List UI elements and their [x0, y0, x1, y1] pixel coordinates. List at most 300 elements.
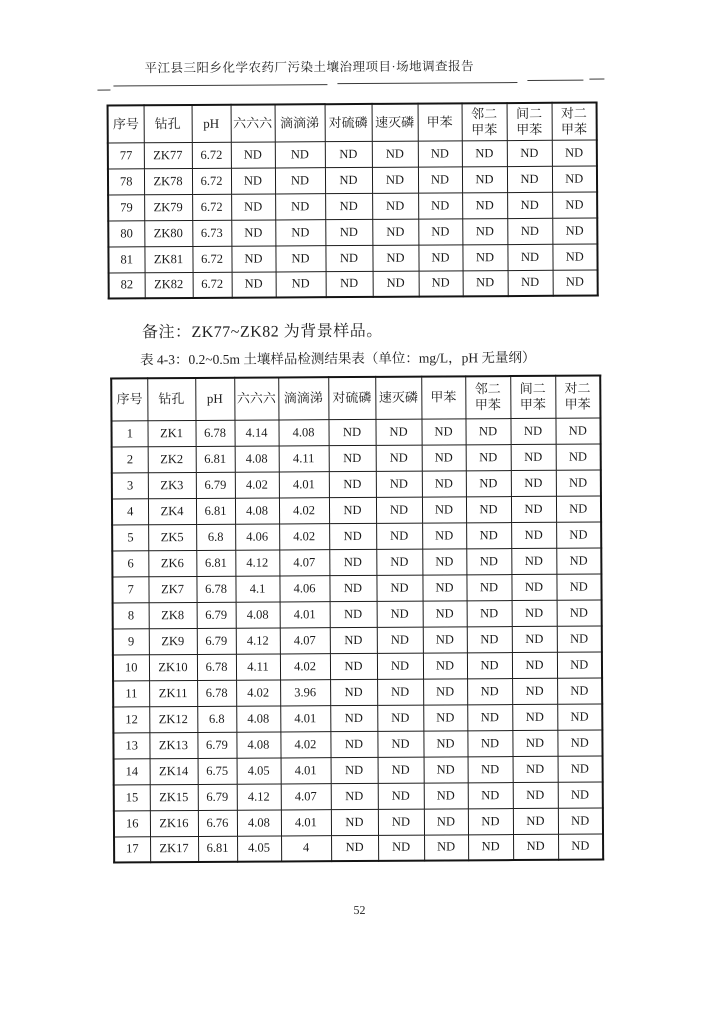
- table-cell: ND: [418, 218, 462, 244]
- table-cell: 8: [113, 602, 149, 628]
- table-cell: ND: [423, 626, 467, 652]
- table-cell: 4.12: [235, 549, 279, 575]
- table-cell: 1: [111, 420, 147, 446]
- table-cell: ND: [512, 678, 557, 704]
- column-header: pH: [192, 105, 231, 142]
- column-header: 滴滴涕: [275, 104, 325, 141]
- table-cell: 6.79: [197, 628, 236, 654]
- table-cell: ND: [511, 548, 556, 574]
- table-cell: 82: [109, 272, 145, 298]
- table-cell: ND: [330, 731, 377, 757]
- table-cell: ND: [376, 549, 422, 575]
- table-cell: ND: [462, 244, 507, 270]
- table-cell: 6.72: [192, 194, 231, 220]
- column-header: pH: [195, 378, 234, 420]
- column-header: 六六六: [231, 104, 275, 141]
- table-cell: ND: [552, 140, 597, 166]
- table-cell: 4.02: [279, 497, 329, 523]
- table-cell: ND: [419, 270, 463, 296]
- table-cell: ZK81: [144, 246, 192, 272]
- column-header: 邻二 甲苯: [465, 376, 510, 418]
- table-cell: ND: [330, 705, 377, 731]
- column-header: 对硫磷: [325, 104, 372, 141]
- table-cell: ND: [463, 270, 508, 296]
- table-cell: ND: [329, 575, 376, 601]
- table-cell: ND: [558, 782, 603, 808]
- table-cell: ND: [512, 704, 557, 730]
- table-cell: ND: [462, 166, 507, 192]
- table-cell: 4.01: [279, 471, 329, 497]
- table-cell: ZK2: [148, 446, 196, 472]
- table-cell: 12: [113, 706, 149, 732]
- table-cell: ND: [462, 218, 507, 244]
- table-cell: ND: [378, 809, 424, 835]
- table-cell: ND: [372, 245, 418, 271]
- table-cell: 4.06: [279, 575, 329, 601]
- table-cell: ND: [466, 444, 511, 470]
- column-header: 六六六: [234, 377, 278, 419]
- table-cell: ND: [331, 835, 378, 861]
- header-underline: [337, 82, 517, 84]
- report-header-title: 平江县三阳乡化学农药厂污染土壤治理项目·场地调查报告: [144, 59, 475, 76]
- table-cell: ZK80: [144, 220, 192, 246]
- table-cell: ZK15: [150, 784, 198, 810]
- table-cell: ND: [372, 141, 418, 167]
- table-cell: ND: [329, 549, 376, 575]
- table-cell: ND: [329, 497, 376, 523]
- table-cell: ND: [325, 141, 372, 167]
- table-row: [114, 808, 603, 837]
- table-cell: ND: [468, 808, 513, 834]
- table-cell: 4: [112, 498, 148, 524]
- header-underline: [527, 80, 583, 81]
- table-cell: ND: [377, 679, 423, 705]
- table-cell: 4.08: [235, 445, 279, 471]
- table-cell: ZK16: [150, 810, 198, 836]
- table-cell: 6.78: [196, 576, 235, 602]
- table-cell: 6.72: [192, 168, 231, 194]
- table-cell: ND: [376, 523, 422, 549]
- table-cell: ND: [231, 219, 275, 245]
- table-cell: ND: [556, 496, 601, 522]
- table-cell: ND: [513, 782, 558, 808]
- table-cell: ND: [422, 574, 466, 600]
- table-cell: ND: [275, 141, 325, 167]
- table-cell: 4.07: [281, 783, 331, 809]
- table-cell: ND: [232, 271, 276, 297]
- table-cell: ND: [511, 444, 556, 470]
- table-cell: ND: [376, 471, 422, 497]
- table-cell: ND: [507, 218, 552, 244]
- table-cell: ND: [557, 626, 602, 652]
- table-cell: 4: [281, 835, 331, 861]
- table-row: [112, 444, 601, 473]
- table-cell: 77: [108, 142, 144, 168]
- table-cell: ND: [465, 418, 510, 444]
- table-cell: ND: [468, 782, 513, 808]
- table-cell: ND: [507, 140, 552, 166]
- table-cell: ND: [558, 834, 603, 860]
- table-cell: ND: [511, 470, 556, 496]
- column-header: 滴滴涕: [278, 377, 328, 419]
- table-cell: ND: [507, 244, 552, 270]
- table-cell: ND: [423, 678, 467, 704]
- table-cell: ZK7: [148, 576, 196, 602]
- table-cell: ND: [231, 193, 275, 219]
- table-cell: ND: [512, 652, 557, 678]
- table-cell: 10: [113, 654, 149, 680]
- background-samples-table: [107, 102, 599, 300]
- table-cell: ND: [378, 757, 424, 783]
- table-cell: 4.06: [235, 523, 279, 549]
- table-cell: ND: [556, 522, 601, 548]
- table-cell: 6.78: [197, 680, 236, 706]
- table-cell: 3: [112, 472, 148, 498]
- column-header: 邻二 甲苯: [462, 103, 507, 140]
- table-cell: ND: [325, 167, 372, 193]
- table-cell: 4.07: [279, 549, 329, 575]
- table-cell: 4.11: [279, 445, 329, 471]
- table-cell: 14: [114, 758, 150, 784]
- table-cell: ND: [557, 730, 602, 756]
- table-cell: 6.79: [197, 732, 236, 758]
- table-cell: 6.81: [198, 836, 237, 862]
- table-cell: ND: [558, 756, 603, 782]
- table-cell: ND: [422, 522, 466, 548]
- table-cell: 6.78: [195, 420, 234, 446]
- table-cell: 6.76: [198, 810, 237, 836]
- table-cell: ND: [325, 245, 372, 271]
- table-cell: ZK6: [148, 550, 196, 576]
- table-cell: ND: [466, 496, 511, 522]
- table-cell: 3.96: [280, 679, 330, 705]
- table-cell: 4.11: [236, 653, 280, 679]
- table-cell: 13: [113, 732, 149, 758]
- table-4-3-caption: 表 4-3：0.2~0.5m 土壤样品检测结果表（单位：mg/L，pH 无量纲）: [140, 349, 536, 368]
- table-cell: ND: [422, 444, 466, 470]
- table-cell: ZK17: [150, 836, 198, 862]
- table-row: [112, 496, 601, 525]
- table-cell: ND: [467, 730, 512, 756]
- table-cell: ND: [508, 270, 553, 296]
- table-cell: ND: [329, 445, 376, 471]
- table-cell: 2: [112, 446, 148, 472]
- table-cell: ND: [275, 193, 325, 219]
- table-cell: 4.08: [236, 601, 280, 627]
- table-cell: ND: [462, 140, 507, 166]
- table-cell: ND: [467, 678, 512, 704]
- table-cell: ND: [424, 834, 468, 860]
- table-cell: 81: [108, 246, 144, 272]
- table-cell: 5: [112, 524, 148, 550]
- column-header: 甲苯: [418, 103, 462, 140]
- table-cell: ND: [422, 496, 466, 522]
- table-cell: 9: [113, 628, 149, 654]
- column-header: 对二 甲苯: [552, 103, 597, 140]
- table-cell: ND: [555, 418, 600, 444]
- table-cell: 6.75: [198, 758, 237, 784]
- table-cell: ZK1: [147, 420, 195, 446]
- table-cell: 6.8: [197, 706, 236, 732]
- table-cell: ND: [552, 166, 597, 192]
- column-header: 序号: [111, 378, 147, 420]
- table-row: [108, 140, 597, 169]
- table-cell: ZK77: [144, 142, 192, 168]
- table-cell: ND: [423, 704, 467, 730]
- table-cell: ZK79: [144, 194, 192, 220]
- soil-samples-table: [110, 375, 604, 864]
- table-cell: ND: [325, 219, 372, 245]
- table-cell: ND: [378, 783, 424, 809]
- table-cell: 16: [114, 810, 150, 836]
- table-cell: ND: [418, 140, 462, 166]
- table-cell: 79: [108, 194, 144, 220]
- table-cell: ND: [376, 497, 422, 523]
- table-cell: ND: [467, 704, 512, 730]
- table-cell: ND: [507, 166, 552, 192]
- table-row: [113, 678, 602, 707]
- table-cell: ND: [377, 627, 423, 653]
- table-cell: ND: [378, 835, 424, 861]
- table-row: [113, 704, 602, 733]
- table-row: [113, 626, 602, 655]
- table-cell: 4.02: [280, 731, 330, 757]
- table-cell: ND: [375, 419, 421, 445]
- table-row: [112, 548, 601, 577]
- table-cell: ND: [511, 522, 556, 548]
- table-cell: ND: [330, 679, 377, 705]
- table-cell: ND: [423, 730, 467, 756]
- table-row: [108, 166, 597, 195]
- table-cell: 6.81: [196, 498, 235, 524]
- table-cell: ZK4: [148, 498, 196, 524]
- table-cell: ZK8: [149, 602, 197, 628]
- table-cell: ND: [467, 626, 512, 652]
- table-cell: ZK12: [149, 706, 197, 732]
- table-cell: ND: [513, 834, 558, 860]
- table-cell: 4.01: [281, 757, 331, 783]
- table-cell: ND: [424, 808, 468, 834]
- table-cell: 6.81: [196, 550, 235, 576]
- table-cell: ND: [231, 167, 275, 193]
- table-cell: ND: [330, 627, 377, 653]
- table-cell: ZK14: [150, 758, 198, 784]
- table-cell: ND: [373, 271, 419, 297]
- table-cell: ND: [468, 756, 513, 782]
- table-cell: ND: [276, 271, 326, 297]
- table-cell: ND: [466, 548, 511, 574]
- column-header: 间二 甲苯: [507, 103, 552, 140]
- table-cell: ND: [466, 522, 511, 548]
- table-cell: 6.81: [196, 446, 235, 472]
- table-cell: ZK78: [144, 168, 192, 194]
- table-cell: ND: [377, 653, 423, 679]
- table-cell: ND: [556, 548, 601, 574]
- table-cell: ND: [422, 548, 466, 574]
- table-cell: 17: [114, 836, 150, 862]
- table-row: [108, 244, 597, 273]
- table-cell: ND: [556, 470, 601, 496]
- table-cell: 4.08: [236, 705, 280, 731]
- table-row: [112, 522, 601, 551]
- table-cell: ND: [326, 271, 373, 297]
- column-header: 钻孔: [144, 105, 192, 142]
- table-cell: 4.12: [237, 783, 281, 809]
- table-row: [114, 834, 603, 863]
- header-underline: [589, 78, 604, 79]
- table-cell: ND: [424, 782, 468, 808]
- header-row: [111, 376, 600, 421]
- table-cell: 4.07: [280, 627, 330, 653]
- table-cell: ND: [372, 193, 418, 219]
- table-cell: ND: [552, 192, 597, 218]
- table-cell: 6.79: [198, 784, 237, 810]
- table-cell: 6.78: [197, 654, 236, 680]
- table-cell: ND: [418, 244, 462, 270]
- table-cell: ND: [557, 704, 602, 730]
- table-row: [111, 418, 600, 447]
- table-cell: ND: [231, 245, 275, 271]
- table-cell: ND: [418, 192, 462, 218]
- table-cell: ND: [376, 575, 422, 601]
- table-cell: ND: [330, 601, 377, 627]
- table-cell: ND: [328, 419, 375, 445]
- table-cell: ND: [468, 834, 513, 860]
- table-cell: ND: [511, 496, 556, 522]
- table-cell: ND: [423, 600, 467, 626]
- table-cell: ND: [512, 730, 557, 756]
- table-cell: ZK5: [148, 524, 196, 550]
- column-header: 钻孔: [147, 378, 195, 420]
- table-row: [113, 652, 602, 681]
- column-header: 序号: [108, 105, 144, 142]
- table-cell: ZK82: [145, 272, 193, 298]
- table-cell: ND: [275, 167, 325, 193]
- column-header: 对二 甲苯: [555, 376, 600, 418]
- column-header: 速灭磷: [372, 104, 418, 141]
- table-cell: 4.12: [236, 627, 280, 653]
- column-header: 间二 甲苯: [510, 376, 555, 418]
- header-underline: [97, 89, 110, 90]
- table-cell: ND: [558, 808, 603, 834]
- table-cell: ND: [377, 601, 423, 627]
- table-cell: 6.72: [192, 142, 231, 168]
- table-cell: ND: [556, 444, 601, 470]
- table-cell: ND: [231, 141, 275, 167]
- table-cell: ND: [462, 192, 507, 218]
- table-cell: 4.02: [235, 471, 279, 497]
- table-cell: 4.01: [281, 809, 331, 835]
- table-cell: 4.1: [235, 575, 279, 601]
- table-cell: 4.05: [237, 757, 281, 783]
- table-cell: ZK3: [148, 472, 196, 498]
- table-cell: 80: [108, 220, 144, 246]
- table-cell: 4.01: [280, 705, 330, 731]
- table-cell: 78: [108, 168, 144, 194]
- table-cell: ND: [418, 166, 462, 192]
- table-row: [108, 192, 597, 221]
- table-cell: ND: [372, 167, 418, 193]
- table-cell: 4.08: [236, 731, 280, 757]
- table-cell: ND: [513, 808, 558, 834]
- table-cell: 6.79: [197, 602, 236, 628]
- table-cell: ND: [507, 192, 552, 218]
- table-cell: 6: [112, 550, 148, 576]
- table-cell: ND: [325, 193, 372, 219]
- table-cell: 6.79: [196, 472, 235, 498]
- table-cell: ND: [377, 705, 423, 731]
- table-cell: 4.08: [278, 419, 328, 445]
- table-cell: ND: [331, 757, 378, 783]
- table-cell: ND: [329, 523, 376, 549]
- table-cell: ND: [512, 626, 557, 652]
- table-cell: ND: [376, 445, 422, 471]
- table-cell: 4.08: [237, 809, 281, 835]
- table-cell: ND: [330, 653, 377, 679]
- table-cell: ND: [466, 574, 511, 600]
- table-cell: ND: [424, 756, 468, 782]
- table-cell: 4.02: [236, 679, 280, 705]
- table-cell: 4.01: [280, 601, 330, 627]
- table-cell: ND: [377, 731, 423, 757]
- table-cell: ND: [275, 219, 325, 245]
- table-cell: ND: [467, 600, 512, 626]
- table-cell: ND: [556, 574, 601, 600]
- table-cell: 4.05: [237, 835, 281, 861]
- table-cell: ND: [510, 418, 555, 444]
- table-cell: ZK13: [149, 732, 197, 758]
- table-row: [113, 600, 602, 629]
- table-cell: ND: [466, 470, 511, 496]
- table-row: [112, 574, 601, 603]
- table-cell: 4.14: [234, 419, 278, 445]
- table-cell: ND: [423, 652, 467, 678]
- header-row: [108, 103, 597, 143]
- table-cell: 4.08: [235, 497, 279, 523]
- table-cell: 7: [112, 576, 148, 602]
- header-underline: [113, 84, 327, 86]
- table-cell: ND: [331, 783, 378, 809]
- table-cell: ND: [511, 574, 556, 600]
- table-cell: ND: [422, 470, 466, 496]
- table-cell: ND: [467, 652, 512, 678]
- table-cell: ND: [421, 418, 465, 444]
- table-cell: ND: [331, 809, 378, 835]
- table-cell: ND: [557, 600, 602, 626]
- note-text: 备注：ZK77~ZK82 为背景样品。: [141, 322, 383, 342]
- table-cell: ND: [512, 600, 557, 626]
- table-cell: ZK10: [149, 654, 197, 680]
- table-row: [114, 756, 603, 785]
- table-cell: ND: [275, 245, 325, 271]
- table-cell: ND: [557, 678, 602, 704]
- table-cell: 6.72: [193, 272, 232, 298]
- table-cell: ND: [552, 218, 597, 244]
- column-header: 甲苯: [421, 376, 465, 418]
- table-cell: ND: [513, 756, 558, 782]
- table-cell: 6.72: [192, 246, 231, 272]
- column-header: 速灭磷: [375, 377, 421, 419]
- table-cell: 6.8: [196, 524, 235, 550]
- table-row: [112, 470, 601, 499]
- table-cell: ND: [329, 471, 376, 497]
- table-cell: ZK9: [149, 628, 197, 654]
- table-cell: 4.02: [280, 653, 330, 679]
- table-cell: 15: [114, 784, 150, 810]
- table-cell: 6.73: [192, 220, 231, 246]
- table-cell: ND: [557, 652, 602, 678]
- table-cell: ND: [372, 219, 418, 245]
